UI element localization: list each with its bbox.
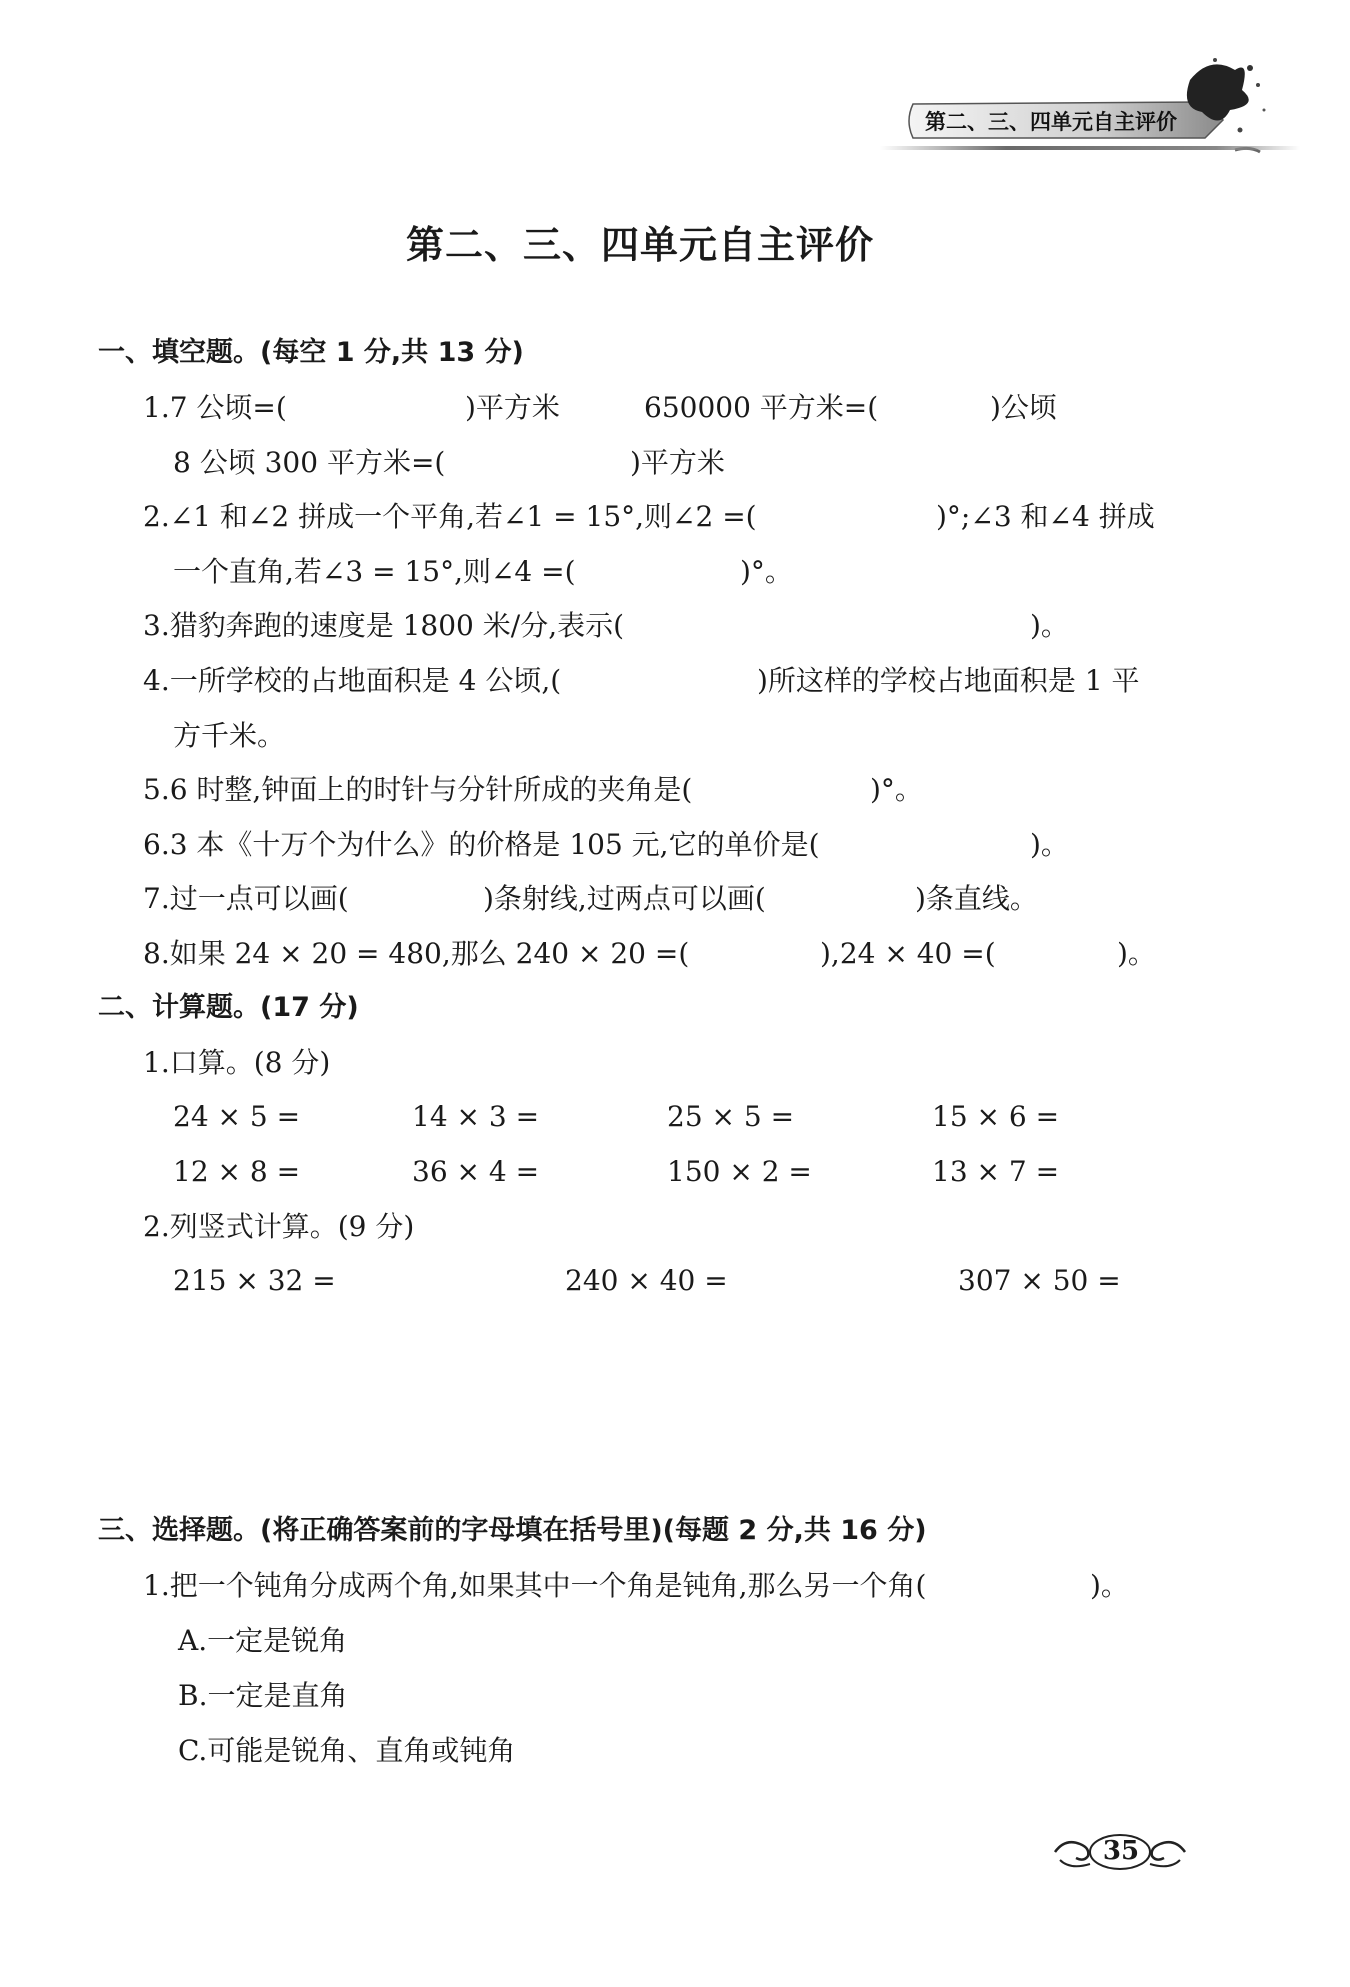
q1c-text: 8 公顷 300 平方米=(: [173, 446, 446, 479]
oral-item-3: 25 × 5 =: [667, 1100, 795, 1133]
q3-text: 3.猎豹奔跑的速度是 1800 米/分,表示(: [143, 609, 625, 642]
q7c-text: )条直线。: [915, 882, 1038, 915]
q7a-text: 7.过一点可以画(: [143, 882, 349, 915]
oral-item-8: 13 × 7 =: [932, 1155, 1060, 1188]
q6-end: )。: [1030, 828, 1069, 861]
q2b-text: 一个直角,若∠3 = 15°,则∠4 =(: [173, 555, 576, 588]
vertical-item-1: 215 × 32 =: [173, 1264, 336, 1297]
vertical-subheading: 2.列竖式计算。(9 分): [143, 1210, 415, 1243]
vertical-item-2: 240 × 40 =: [565, 1264, 728, 1297]
q2a-text: 2.∠1 和∠2 拼成一个平角,若∠1 = 15°,则∠2 =(: [143, 500, 757, 533]
q4a-end: )所这样的学校占地面积是 1 平: [757, 664, 1140, 697]
q8b-text: ),24 × 40 =(: [820, 937, 996, 970]
oral-item-5: 12 × 8 =: [173, 1155, 301, 1188]
q5-end: )°。: [870, 773, 923, 806]
q1b-text: 650000 平方米=(: [644, 391, 879, 424]
vertical-item-3: 307 × 50 =: [958, 1264, 1121, 1297]
section3-heading: 三、选择题。(将正确答案前的字母填在括号里)(每题 2 分,共 16 分): [98, 1515, 927, 1546]
oral-item-1: 24 × 5 =: [173, 1100, 301, 1133]
q7b-text: )条射线,过两点可以画(: [483, 882, 766, 915]
option-b: B.一定是直角: [178, 1679, 348, 1712]
q3-end: )。: [1030, 609, 1069, 642]
choice-q1-end: )。: [1090, 1569, 1129, 1602]
q1c-unit: )平方米: [630, 446, 725, 479]
q1a-text: 1.7 公顷=(: [143, 391, 287, 424]
option-c: C.可能是锐角、直角或钝角: [178, 1734, 516, 1767]
q8a-text: 8.如果 24 × 20 = 480,那么 240 × 20 =(: [143, 937, 690, 970]
option-a: A.一定是锐角: [178, 1624, 348, 1657]
oral-item-4: 15 × 6 =: [932, 1100, 1060, 1133]
oral-item-7: 150 × 2 =: [667, 1155, 812, 1188]
oral-item-6: 36 × 4 =: [412, 1155, 540, 1188]
q4b-text: 方千米。: [173, 719, 286, 752]
header-divider: [880, 146, 1300, 150]
oral-subheading: 1.口算。(8 分): [143, 1046, 331, 1079]
q1a-unit: )平方米: [465, 391, 560, 424]
q4a-text: 4.一所学校的占地面积是 4 公顷,(: [143, 664, 562, 697]
section2-heading: 二、计算题。(17 分): [98, 992, 359, 1023]
q5-text: 5.6 时整,钟面上的时针与分针所成的夹角是(: [143, 773, 693, 806]
ink-splash-icon: [1180, 50, 1270, 160]
q8c-text: )。: [1117, 937, 1156, 970]
section1-heading: 一、填空题。(每空 1 分,共 13 分): [98, 337, 524, 368]
ribbon-label: 第二、三、四单元自主评价: [925, 110, 1177, 134]
q6-text: 6.3 本《十万个为什么》的价格是 105 元,它的单价是(: [143, 828, 820, 861]
page-number-badge: [1050, 1830, 1190, 1874]
q2b-end: )°。: [740, 555, 793, 588]
page-number: 35: [1102, 1836, 1140, 1866]
page-title: 第二、三、四单元自主评价: [405, 223, 874, 267]
q2a-end: )°;∠3 和∠4 拼成: [936, 500, 1155, 533]
oral-item-2: 14 × 3 =: [412, 1100, 540, 1133]
choice-q1-text: 1.把一个钝角分成两个角,如果其中一个角是钝角,那么另一个角(: [143, 1569, 927, 1602]
q1b-unit: )公顷: [990, 391, 1057, 424]
